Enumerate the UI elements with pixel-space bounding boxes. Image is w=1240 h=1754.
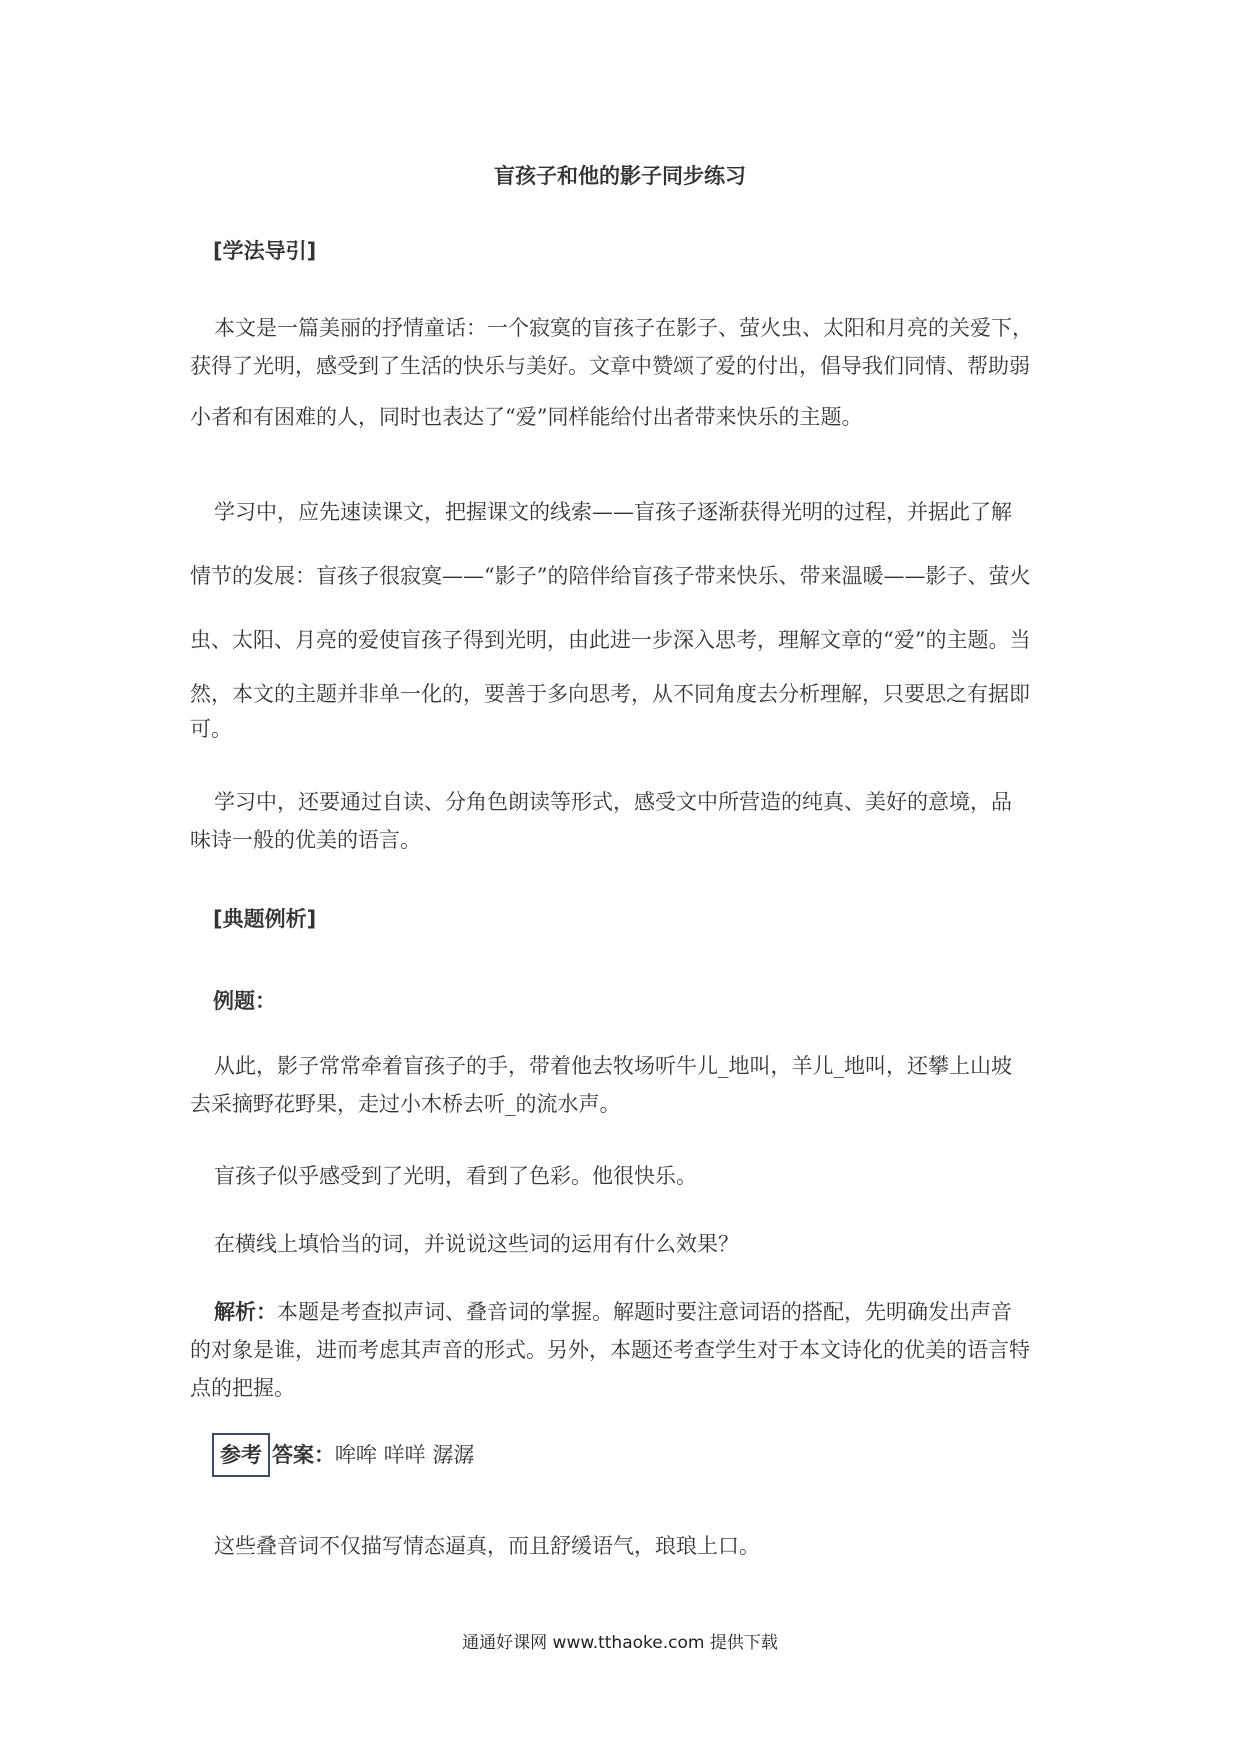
text-line: 点的把握。: [190, 1376, 295, 1400]
document-title: 盲孩子和他的影子同步练习: [494, 164, 746, 188]
answer-line: [212, 1433, 1072, 1477]
section-heading-method: [学法导引]: [213, 239, 317, 263]
text-line: 在横线上填恰当的词，并说说这些词的运用有什么效果？: [214, 1232, 739, 1256]
analysis-paragraph: [190, 1293, 1050, 1407]
answer-box-label: 参考: [212, 1433, 270, 1477]
section-heading-examples: [典题例析]: [213, 907, 317, 931]
question-prompt: [190, 1225, 1050, 1263]
text-line: 味诗一般的优美的语言。: [190, 828, 421, 852]
answer-label: 答案：: [272, 1443, 335, 1467]
analysis-text: 本题是考查拟声词、叠音词的掌握。解题时要注意词语的搭配，先明确发出声音: [277, 1300, 1012, 1324]
answer-text: 哞哞 咩咩 潺潺: [335, 1443, 475, 1467]
text-line: 的对象是谁，进而考虑其声音的形式。另外，本题还考查学生对于本文诗化的优美的语言特: [190, 1338, 1030, 1362]
example-label: 例题：: [213, 989, 276, 1013]
text-line: 然，本文的主题并非单一化的，要善于多向思考，从不同角度去分析理解，只要思之有据即: [190, 682, 1030, 706]
text-line: 情节的发展：盲孩子很寂寞——“影子”的陪伴给盲孩子带来快乐、带来温暖——影子、萤火: [190, 564, 1031, 588]
text-line: 虫、太阳、月亮的爱使盲孩子得到光明，由此进一步深入思考，理解文章的“爱”的主题。当: [190, 628, 1031, 652]
text-line: 学习中，还要通过自读、分角色朗读等形式，感受文中所营造的纯真、美好的意境，品: [214, 790, 1012, 814]
conclusion-paragraph: [190, 1527, 1050, 1565]
text-line: 去采摘野花野果，走过小木桥去听_的流水声。: [190, 1092, 621, 1116]
question-passage-2: [190, 1157, 1050, 1195]
question-passage: [190, 1047, 1050, 1123]
analysis-label: 解析：: [214, 1300, 277, 1324]
paragraph-reading: [190, 783, 1050, 859]
text-line: 本文是一篇美丽的抒情童话：一个寂寞的盲孩子在影子、萤火虫、太阳和月亮的关爱下，: [214, 316, 1033, 340]
paragraph-study-guide: [190, 493, 1050, 748]
text-line: 可。: [190, 717, 232, 741]
text-line: 获得了光明，感受到了生活的快乐与美好。文章中赞颂了爱的付出，倡导我们同情、帮助弱: [190, 354, 1030, 378]
text-line: [190, 1293, 1050, 1331]
page-footer: 通通好课网 www.tthaoke.com 提供下载: [462, 1633, 778, 1653]
text-line: 这些叠音词不仅描写情态逼真，而且舒缓语气，琅琅上口。: [214, 1534, 760, 1558]
paragraph-intro: [190, 309, 1050, 436]
text-line: 从此，影子常常牵着盲孩子的手，带着他去牧场听牛儿_地叫，羊儿_地叫，还攀上山坡: [214, 1054, 1012, 1078]
text-line: 小者和有困难的人，同时也表达了“爱”同样能给付出者带来快乐的主题。: [190, 405, 863, 429]
text-line: 学习中，应先速读课文，把握课文的线索——盲孩子逐渐获得光明的过程，并据此了解: [214, 500, 1012, 524]
text-line: 盲孩子似乎感受到了光明，看到了色彩。他很快乐。: [214, 1164, 697, 1188]
